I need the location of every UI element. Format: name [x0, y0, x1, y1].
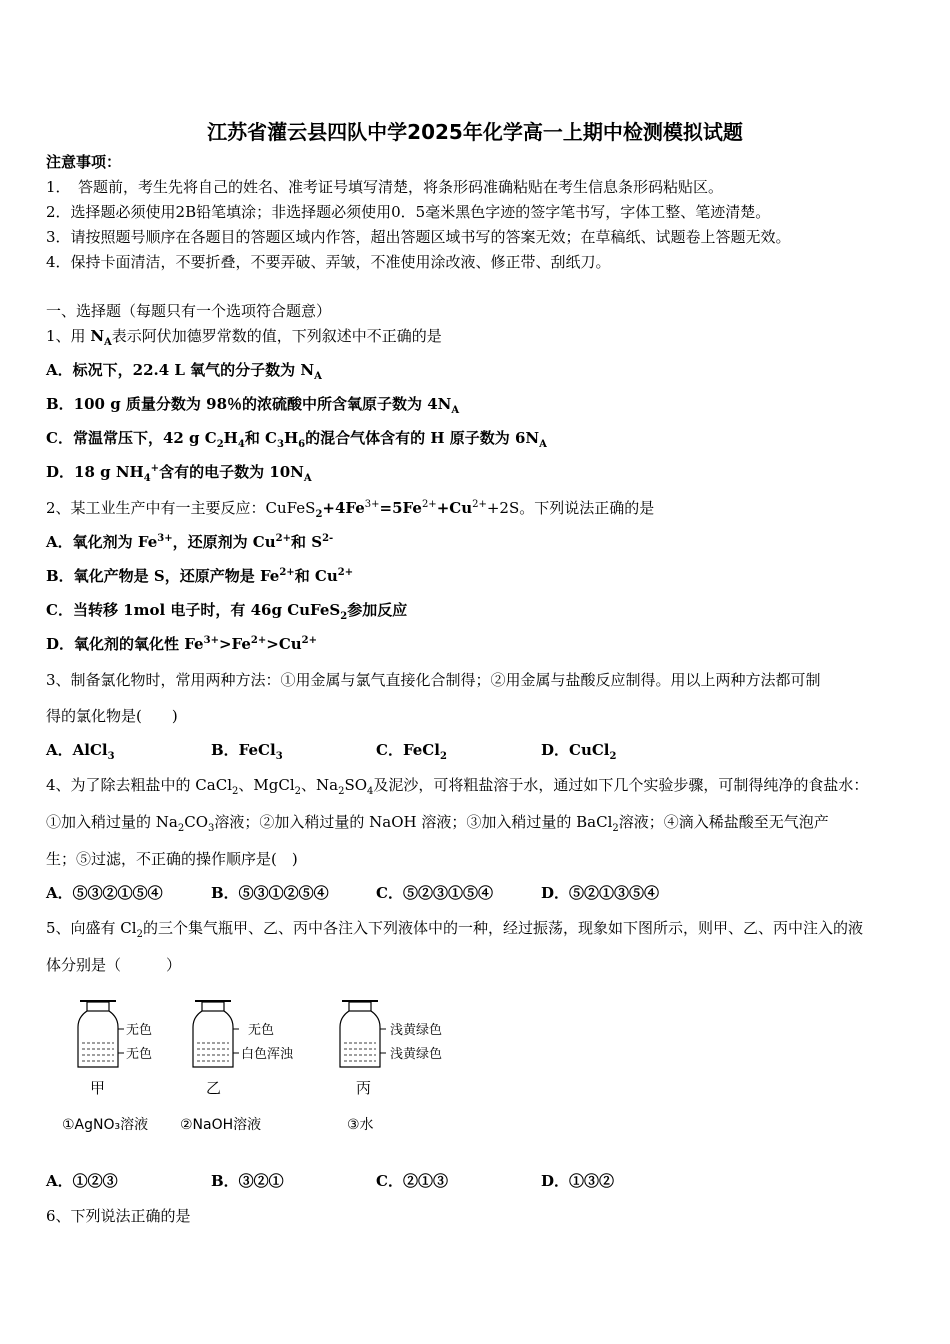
q5-option-b: B．③②①	[211, 1172, 284, 1190]
q2-option-a: A．氧化剂为 $Fe^{3+}$，还原剂为 $Cu^{2+}$和 $S^{2-}$	[46, 533, 334, 551]
jar-1	[62, 1001, 152, 1133]
jar-1-bottom-label: 无色	[126, 1047, 153, 1062]
notice-item: 2．选择题必须使用2B铅笔填涂；非选择题必须使用0．5毫米黑色字迹的签字笔书写，字体工整、笔迹清楚。	[46, 203, 771, 221]
q3-option-d: D．CuCl$_2$	[541, 741, 617, 762]
jar-2-reagent: ②NaOH溶液	[180, 1117, 262, 1133]
notice-item: 4．保持卡面清洁，不要折叠，不要弄破、弄皱，不准使用涂改液、修正带、刮纸刀。	[46, 253, 611, 271]
question-6-stem: 6、下列说法正确的是	[46, 1207, 191, 1225]
q3-option-c: C．FeCl$_2$	[376, 741, 447, 762]
notice-item: 3．请按照题号顺序在各题目的答题区域内作答，超出答题区域书写的答案无效；在草稿纸、试题卷上答题无效。	[46, 228, 791, 246]
q4-option-d: D．⑤②①③⑤④	[541, 884, 660, 902]
q1-option-d: D．18 g $NH_4^+$含有的电子数为 $10N_A$	[46, 463, 312, 484]
q4-option-b: B．⑤③①②⑤④	[211, 884, 329, 902]
page-title: 江苏省灌云县四队中学2025年化学高一上期中检测模拟试题	[207, 120, 743, 144]
jar-3	[340, 1001, 442, 1133]
jar-1-name: 甲	[90, 1079, 106, 1097]
jar-3-top-label: 浅黄绿色	[390, 1023, 443, 1038]
question-2-stem: 2、某工业生产中有一主要反应：$CuFeS_2+4Fe^{3+}=5Fe^{2+}+Cu^{2+}+2S$。下列说法正确的是	[46, 499, 655, 520]
q3-option-a: A．AlCl$_3$	[46, 741, 115, 762]
jar-1-reagent: ①AgNO₃溶液	[62, 1117, 149, 1133]
q1-option-c: C．常温常压下，42 g $C_2H_4$和 $C_3H_6$的混合气体含有的 H 原子数为 $6N_A$	[46, 429, 547, 450]
jar-3-bottom-label: 浅黄绿色	[390, 1047, 443, 1062]
q4-option-a: A．⑤③②①⑤④	[46, 884, 163, 902]
jar-2	[180, 1001, 294, 1133]
q5-option-a: A．①②③	[46, 1172, 118, 1190]
question-4-stem-cont: ①加入稍过量的 $Na_2CO_3$溶液；②加入稍过量的 NaOH 溶液；③加入稍过量的 BaCl$_2$溶液；④滴入稀盐酸至无气泡产	[46, 813, 829, 834]
q2-option-d: D．氧化剂的氧化性 $Fe^{3+}>Fe^{2+}>Cu^{2+}$	[46, 635, 318, 653]
q2-option-b: B．氧化产物是 S，还原产物是 $Fe^{2+}$和 $Cu^{2+}$	[46, 567, 354, 585]
question-5-stem-cont: 体分别是（ ）	[46, 956, 182, 974]
section-heading: 一、选择题（每题只有一个选项符合题意）	[46, 302, 332, 320]
q1-option-b: B．100 g 质量分数为 98％的浓硫酸中所含氧原子数为 $4N_A$	[46, 395, 460, 416]
question-4-stem-cont2: 生；⑤过滤，不正确的操作顺序是( )	[46, 850, 298, 868]
jar-1-top-label: 无色	[126, 1023, 153, 1038]
question-5-stem: 5、向盛有 $Cl_2$的三个集气瓶甲、乙、丙中各注入下列液体中的一种，经过振荡，现象如下图所示，则甲、乙、丙中注入的液	[46, 919, 863, 940]
jar-3-reagent: ③水	[347, 1117, 374, 1133]
question-3-stem-cont: 得的氯化物是( )	[46, 707, 178, 725]
jar-3-name: 丙	[356, 1079, 372, 1097]
gas-jar-figure	[60, 995, 480, 1145]
jar-2-bottom-label: 白色浑浊	[241, 1047, 294, 1062]
gas-jar-diagram	[60, 995, 480, 1145]
q3-option-b: B．FeCl$_3$	[211, 741, 283, 762]
question-3-stem: 3、制备氯化物时，常用两种方法：①用金属与氯气直接化合制得；②用金属与盐酸反应制得。用以上两种方法都可制	[46, 671, 821, 689]
question-4-stem: 4、为了除去粗盐中的 CaCl$_2$、MgCl$_2$、$Na_2SO_4$及泥沙，可将粗盐溶于水，通过如下几个实验步骤，可制得纯净的食盐水：	[46, 776, 869, 797]
notice-heading: 注意事项：	[46, 153, 122, 171]
question-1-stem: 1、用 $N_A$表示阿伏加德罗常数的值，下列叙述中不正确的是	[46, 327, 442, 348]
q5-option-c: C．②①③	[376, 1172, 448, 1190]
q2-option-c: C．当转移 1mol 电子时，有 46g CuFeS$_2$参加反应	[46, 601, 408, 622]
jar-2-top-label: 无色	[248, 1023, 275, 1038]
jar-2-name: 乙	[206, 1079, 222, 1097]
q1-option-a: A．标况下，22.4 L 氧气的分子数为 $N_A$	[46, 361, 322, 382]
q5-option-d: D．①③②	[541, 1172, 615, 1190]
notice-item: 1． 答题前，考生先将自己的姓名、准考证号填写清楚，将条形码准确粘贴在考生信息条形码粘贴区。	[46, 178, 724, 196]
q4-option-c: C．⑤②③①⑤④	[376, 884, 493, 902]
